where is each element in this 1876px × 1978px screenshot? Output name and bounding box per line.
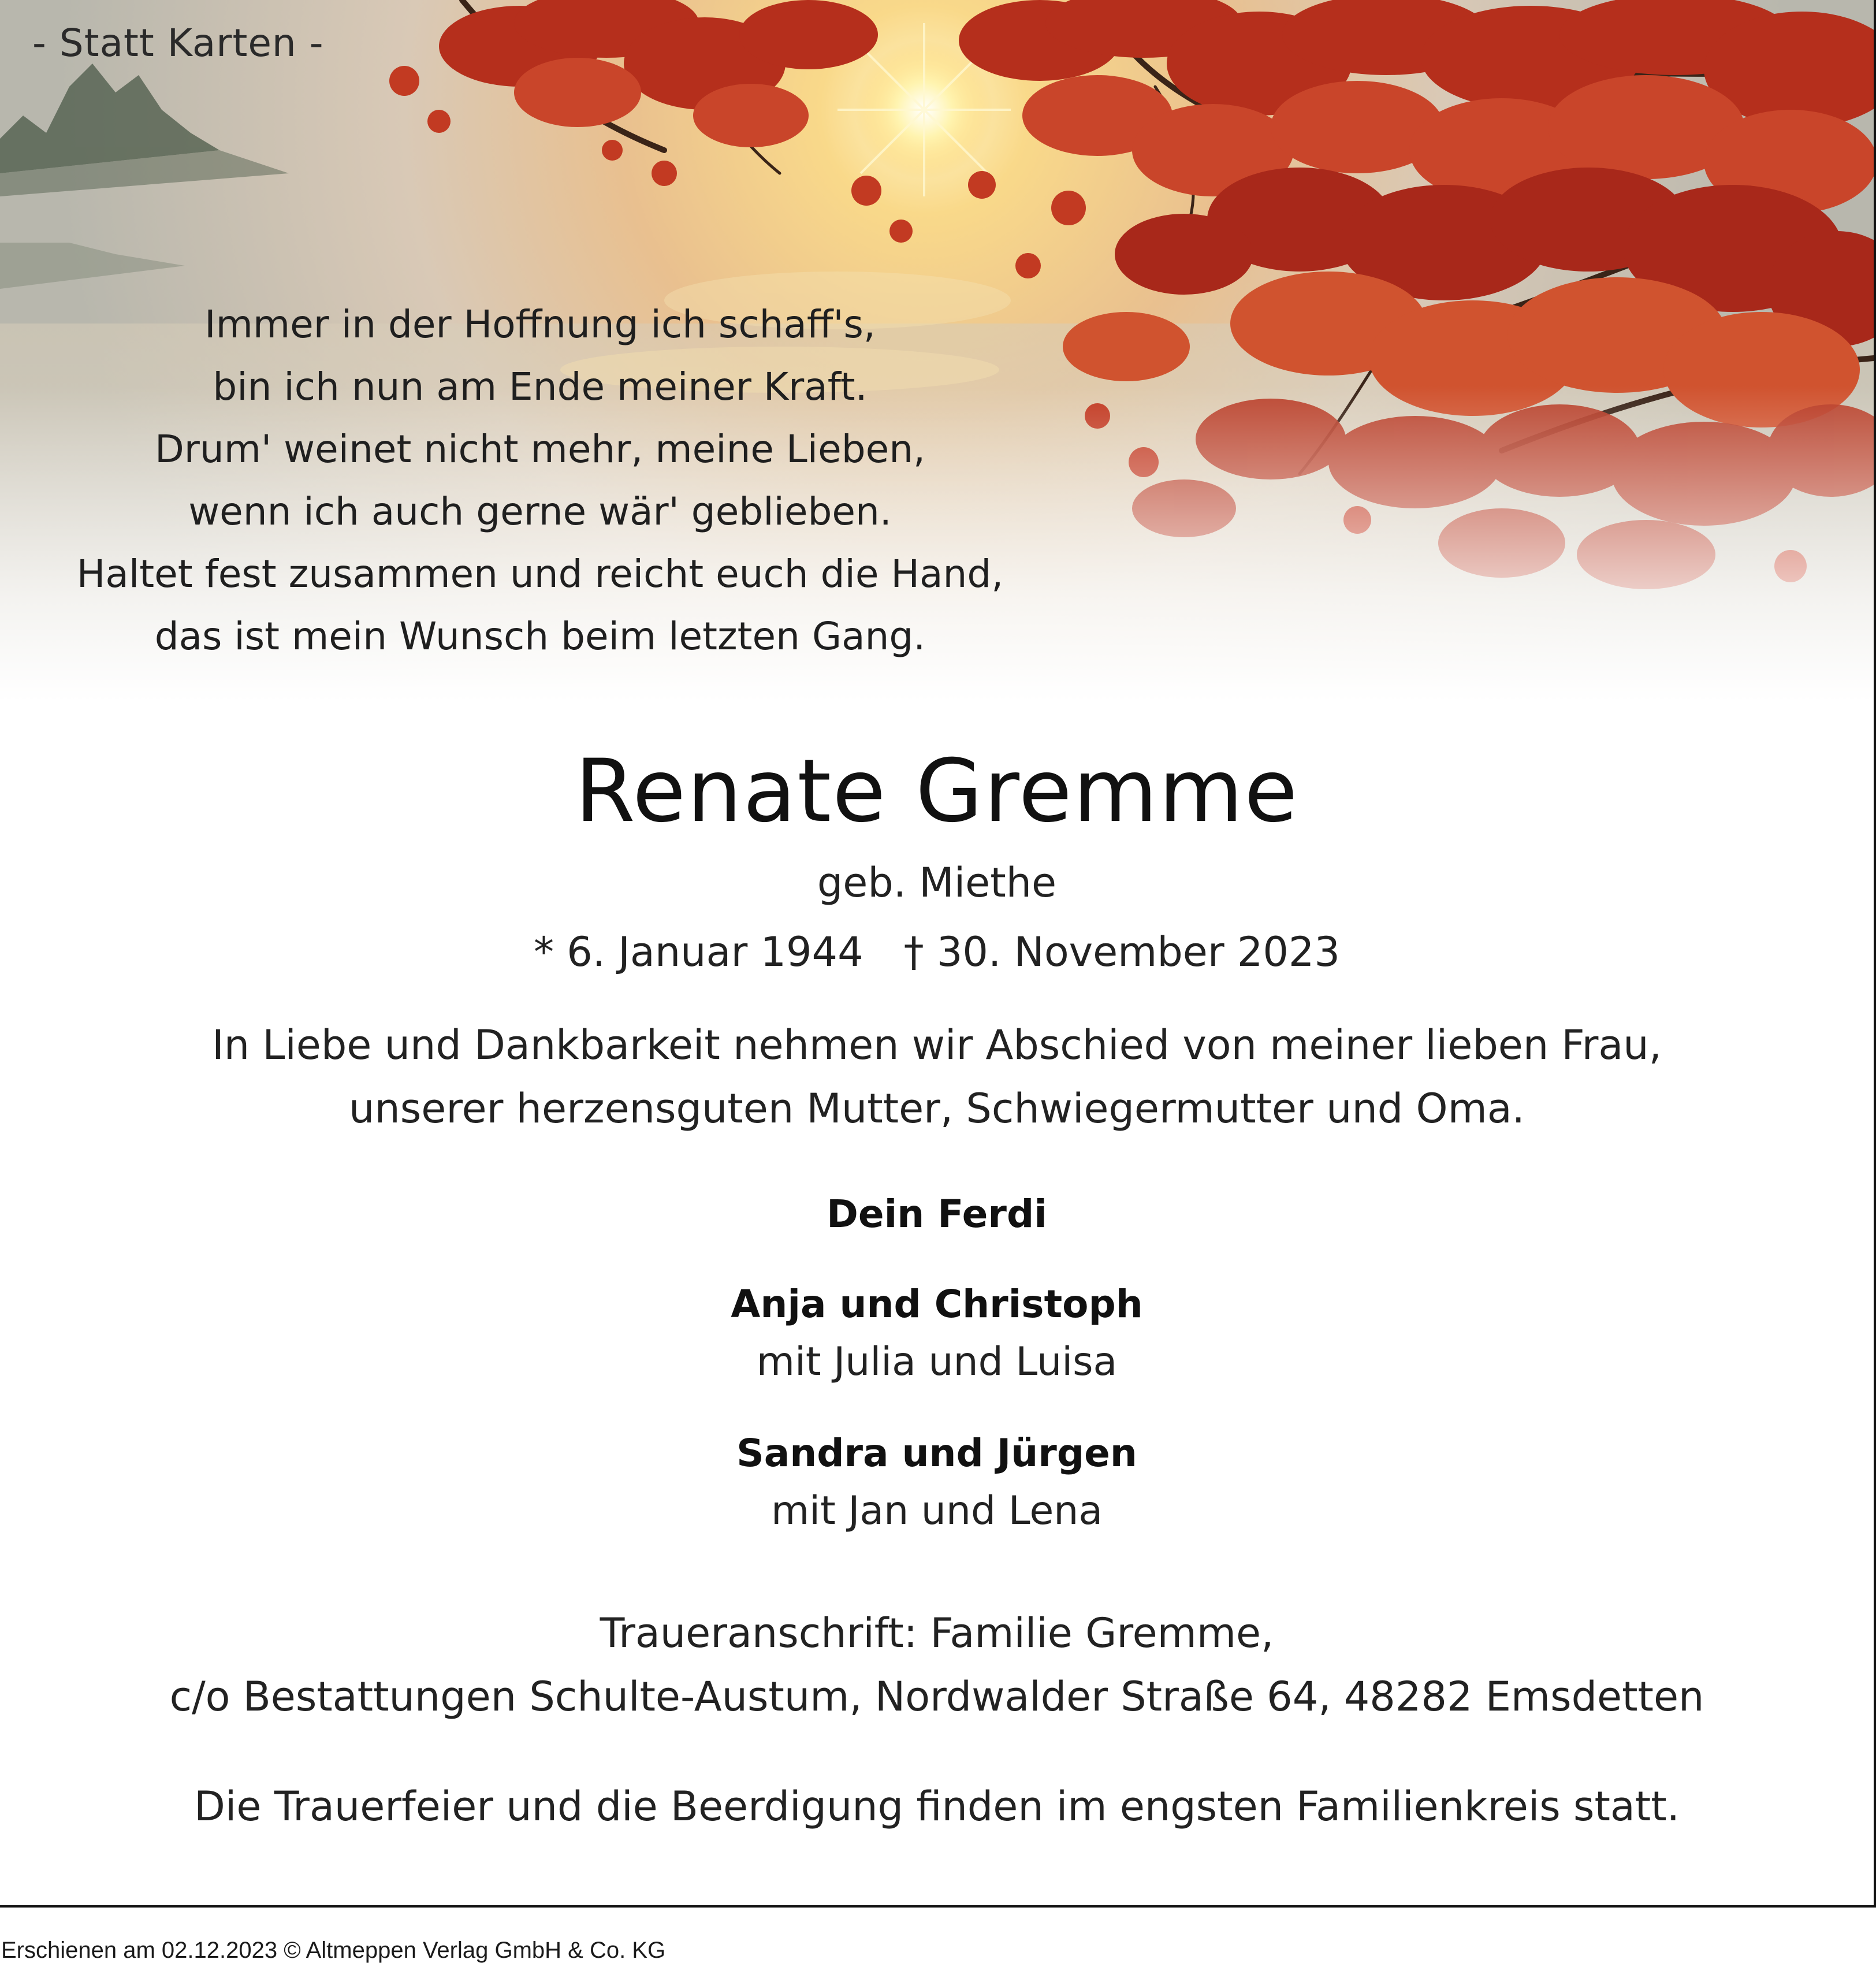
publication-footer: Erschienen am 02.12.2023 © Altmeppen Verlag GmbH & Co. KG: [1, 1938, 666, 1963]
mourner-children: mit Julia und Luisa: [756, 1339, 1118, 1385]
poem-line: das ist mein Wunsch beim letzten Gang.: [154, 614, 926, 659]
life-dates: [0, 923, 1874, 981]
ceremony-note: Die Trauerfeier und die Beerdigung finden im engsten Familienkreis statt.: [194, 1783, 1680, 1830]
poem-line: bin ich nun am Ende meiner Kraft.: [213, 365, 868, 409]
mourner-name: Anja und Christoph: [731, 1282, 1143, 1326]
farewell-line: unserer herzensguten Mutter, Schwiegermutter und Oma.: [349, 1085, 1525, 1132]
poem-line: Haltet fest zusammen und reicht euch die Hand,: [76, 552, 1004, 596]
mourning-address: [0, 1601, 1874, 1728]
mourner-name: Dein Ferdi: [827, 1192, 1047, 1236]
address-line: Traueranschrift: Familie Gremme,: [600, 1609, 1274, 1657]
poem-line: Drum' weinet nicht mehr, meine Lieben,: [154, 427, 926, 471]
farewell-line: In Liebe und Dankbarkeit nehmen wir Abschied von meiner lieben Frau,: [212, 1021, 1662, 1069]
mourner-group: [0, 1425, 1874, 1540]
birth-date: * 6. Januar 1944: [533, 928, 863, 976]
statt-karten-label: - Statt Karten -: [32, 21, 324, 65]
deceased-name: Renate Gremme: [575, 741, 1299, 842]
mourner-name: Sandra und Jürgen: [736, 1431, 1137, 1475]
death-date: † 30. November 2023: [903, 928, 1340, 976]
mourner-group: [0, 1276, 1874, 1391]
obituary-body: [0, 722, 1874, 1838]
maiden-name: geb. Miethe: [817, 859, 1057, 906]
mourner-group: [0, 1185, 1874, 1243]
address-line: c/o Bestattungen Schulte-Austum, Nordwalder Straße 64, 48282 Emsdetten: [169, 1673, 1704, 1720]
poem-line: wenn ich auch gerne wär' geblieben.: [188, 489, 892, 534]
mourner-children: mit Jan und Lena: [770, 1488, 1103, 1534]
farewell-text: [0, 1013, 1874, 1140]
poem-line: Immer in der Hoffnung ich schaff's,: [204, 302, 876, 347]
poem: [23, 293, 1057, 668]
